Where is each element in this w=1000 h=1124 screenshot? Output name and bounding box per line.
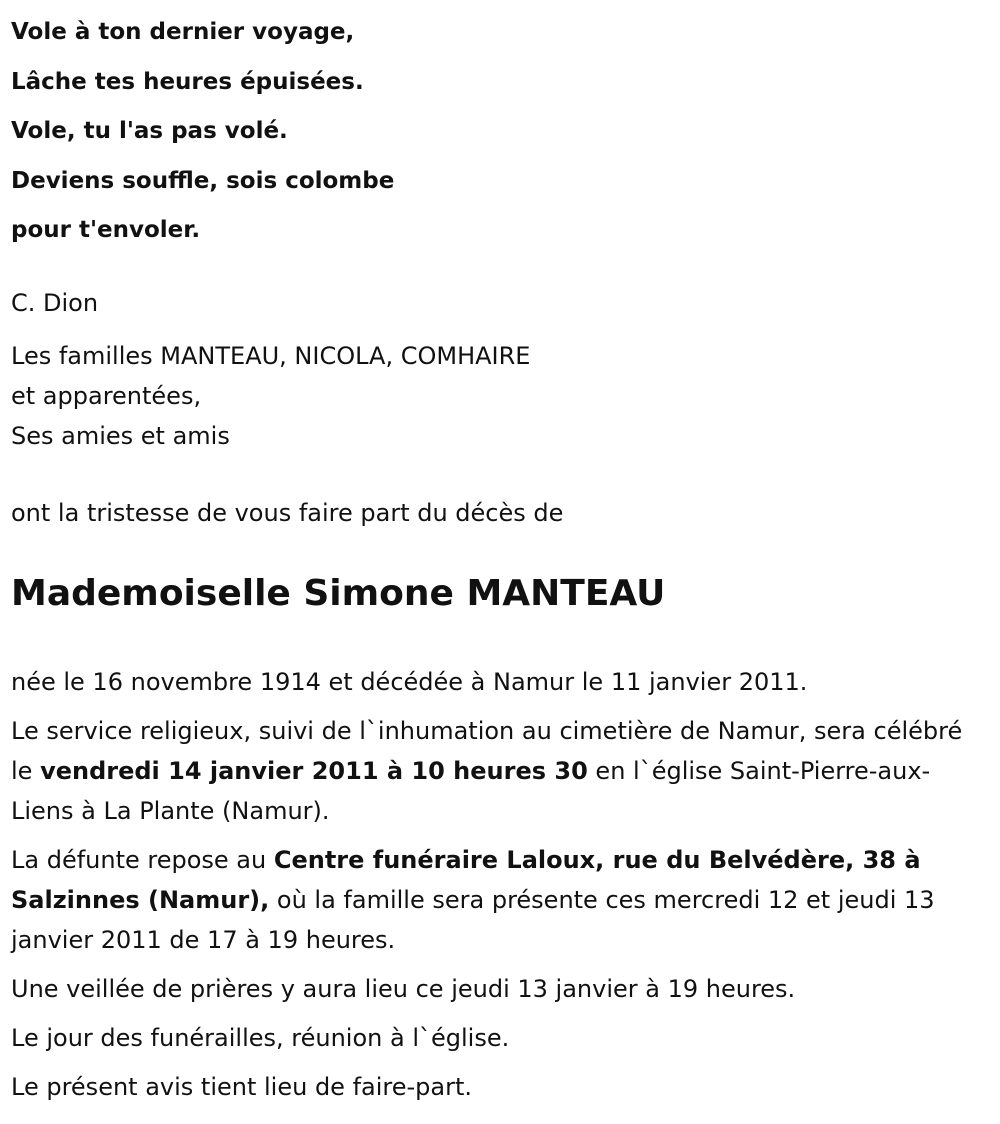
families-line: et apparentées, xyxy=(11,382,202,410)
details-block xyxy=(11,662,976,1116)
poem xyxy=(11,8,394,256)
deceased-name: Mademoiselle Simone MANTEAU xyxy=(11,573,666,614)
repose-text-post: où la famille sera présente ces mercredi 12 et jeudi 13 janvier 2011 de 17 à 19 heures. xyxy=(11,886,935,954)
service-date: vendredi 14 janvier 2011 à 10 heures 30 xyxy=(40,757,588,785)
repose-text-pre: La défunte repose au xyxy=(11,846,274,874)
poem-line: Deviens souffle, sois colombe xyxy=(11,167,395,194)
poem-line: pour t'envoler. xyxy=(11,217,201,243)
announcement-intro: ont la tristesse de vous faire part du décès de xyxy=(11,499,564,527)
families-block xyxy=(11,336,530,456)
notice-paragraph: Le présent avis tient lieu de faire-part. xyxy=(11,1073,473,1101)
service-text-post: en l`église Saint-Pierre-aux-Liens à La Plante (Namur). xyxy=(11,757,931,825)
vigil-paragraph: Une veillée de prières y aura lieu ce jeudi 13 janvier à 19 heures. xyxy=(11,975,796,1003)
repose-place: Centre funéraire Laloux, rue du Belvédère, 38 à Salzinnes (Namur), xyxy=(11,846,921,914)
birth-death-dates: née le 16 novembre 1914 et décédée à Namur le 11 janvier 2011. xyxy=(11,668,808,696)
families-line: Ses amies et amis xyxy=(11,422,230,450)
families-line: Les familles MANTEAU, NICOLA, COMHAIRE xyxy=(11,342,531,370)
service-paragraph xyxy=(11,711,976,831)
poem-line: Vole à ton dernier voyage, xyxy=(11,19,355,45)
service-text-pre: Le service religieux, suivi de l`inhumation au cimetière de Namur, sera célébré le xyxy=(11,717,963,785)
poem-line: Vole, tu l'as pas volé. xyxy=(11,118,288,144)
poem-line: Lâche tes heures épuisées. xyxy=(11,68,364,95)
poem-attribution: C. Dion xyxy=(11,289,99,317)
repose-paragraph xyxy=(11,840,976,960)
funeral-day-paragraph: Le jour des funérailles, réunion à l`église. xyxy=(11,1024,510,1052)
